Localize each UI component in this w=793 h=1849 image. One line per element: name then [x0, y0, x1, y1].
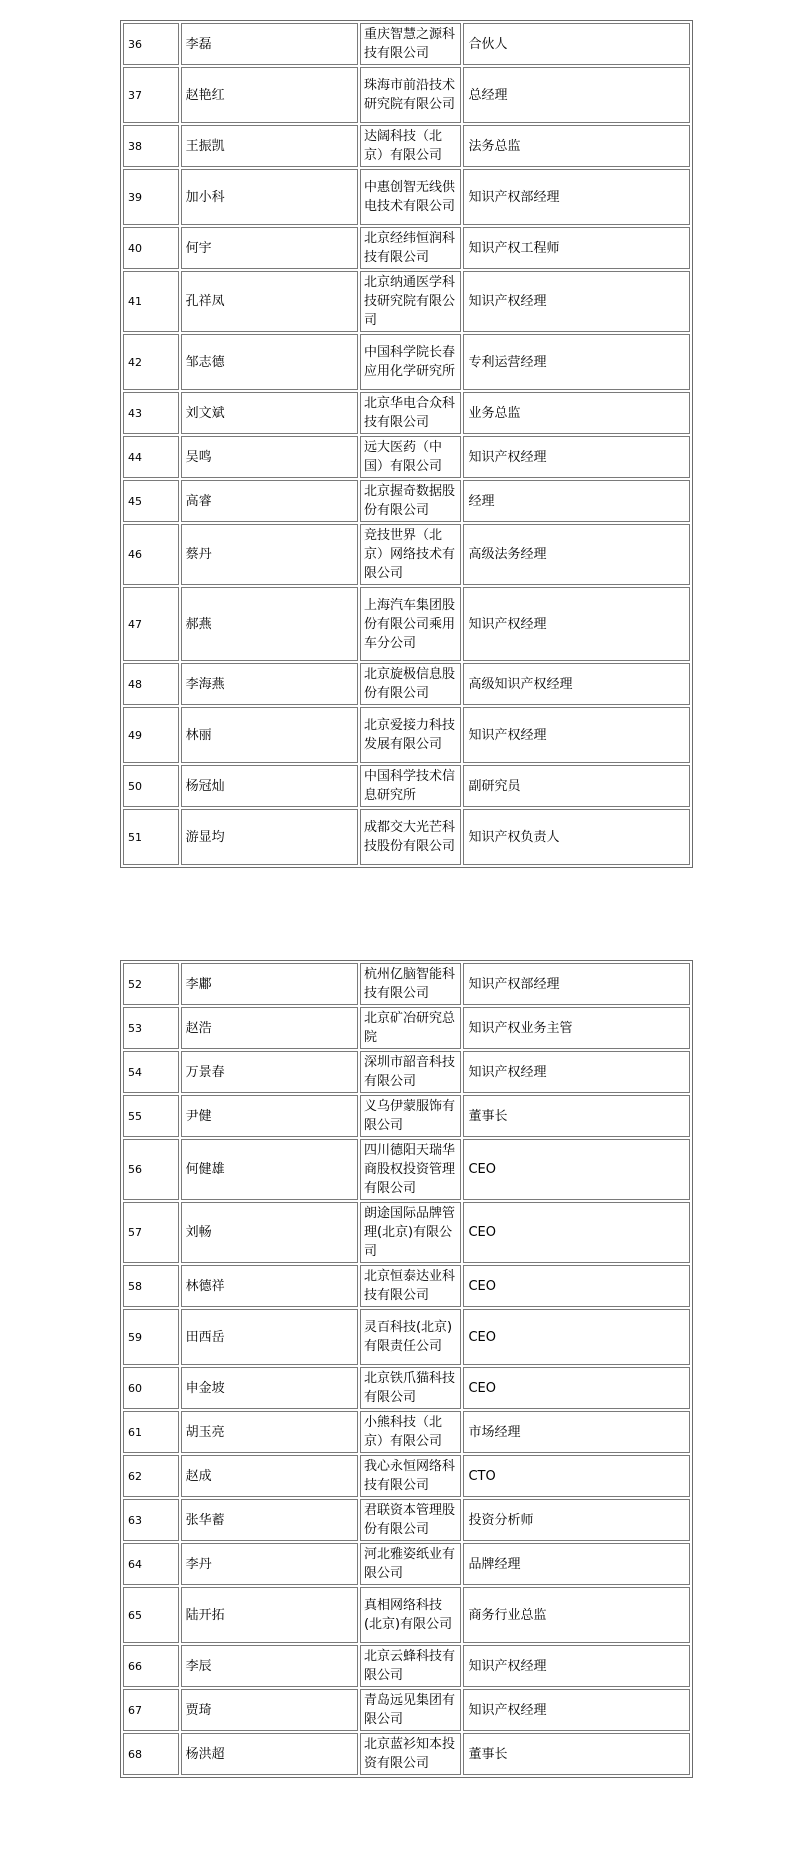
job-title: 知识产权部经理 [463, 963, 690, 1005]
row-number: 52 [123, 963, 179, 1005]
job-title: 知识产权经理 [463, 436, 690, 478]
row-number: 59 [123, 1309, 179, 1365]
company-name: 真相网络科技(北京)有限公司 [360, 1587, 462, 1643]
table-row [123, 809, 690, 865]
table-row [123, 1367, 690, 1409]
row-number: 53 [123, 1007, 179, 1049]
company-name: 河北雅姿纸业有限公司 [360, 1543, 462, 1585]
table-row [123, 1095, 690, 1137]
job-title: 高级知识产权经理 [463, 663, 690, 705]
company-name: 北京云蜂科技有限公司 [360, 1645, 462, 1687]
company-name: 四川德阳天瑞华商股权投资管理有限公司 [360, 1139, 462, 1200]
table-row [123, 963, 690, 1005]
table-row [123, 707, 690, 763]
person-name: 林丽 [181, 707, 358, 763]
table-row [123, 436, 690, 478]
person-name: 贾琦 [181, 1689, 358, 1731]
person-name: 申金坡 [181, 1367, 358, 1409]
company-name: 北京经纬恒润科技有限公司 [360, 227, 462, 269]
person-name: 加小科 [181, 169, 358, 225]
job-title: CEO [463, 1265, 690, 1307]
row-number: 49 [123, 707, 179, 763]
table-row [123, 227, 690, 269]
person-name: 高睿 [181, 480, 358, 522]
company-name: 达阔科技（北京）有限公司 [360, 125, 462, 167]
job-title: 知识产权经理 [463, 1689, 690, 1731]
table-row [123, 480, 690, 522]
person-name: 林德祥 [181, 1265, 358, 1307]
person-name: 田西岳 [181, 1309, 358, 1365]
company-name: 北京华电合众科技有限公司 [360, 392, 462, 434]
person-name: 刘畅 [181, 1202, 358, 1263]
row-number: 64 [123, 1543, 179, 1585]
job-title: 知识产权经理 [463, 707, 690, 763]
row-number: 65 [123, 1587, 179, 1643]
row-number: 58 [123, 1265, 179, 1307]
company-name: 竞技世界（北京）网络技术有限公司 [360, 524, 462, 585]
table-row [123, 1139, 690, 1200]
job-title: 经理 [463, 480, 690, 522]
person-name: 李磊 [181, 23, 358, 65]
attendee-table-part-1 [120, 20, 693, 868]
job-title: CTO [463, 1455, 690, 1497]
table-row [123, 169, 690, 225]
table-row [123, 587, 690, 661]
row-number: 36 [123, 23, 179, 65]
company-name: 我心永恒网络科技有限公司 [360, 1455, 462, 1497]
person-name: 游显均 [181, 809, 358, 865]
table-row [123, 392, 690, 434]
row-number: 67 [123, 1689, 179, 1731]
table-row [123, 1733, 690, 1775]
person-name: 郝燕 [181, 587, 358, 661]
job-title: 知识产权工程师 [463, 227, 690, 269]
person-name: 张华蓄 [181, 1499, 358, 1541]
table-row [123, 1007, 690, 1049]
table-row [123, 524, 690, 585]
row-number: 43 [123, 392, 179, 434]
row-number: 54 [123, 1051, 179, 1093]
company-name: 北京握奇数据股份有限公司 [360, 480, 462, 522]
row-number: 41 [123, 271, 179, 332]
company-name: 北京爱接力科技发展有限公司 [360, 707, 462, 763]
table-row [123, 1202, 690, 1263]
row-number: 44 [123, 436, 179, 478]
company-name: 上海汽车集团股份有限公司乘用车分公司 [360, 587, 462, 661]
person-name: 杨洪超 [181, 1733, 358, 1775]
row-number: 42 [123, 334, 179, 390]
table-row [123, 663, 690, 705]
row-number: 51 [123, 809, 179, 865]
person-name: 胡玉亮 [181, 1411, 358, 1453]
table-row [123, 765, 690, 807]
table-row [123, 1411, 690, 1453]
company-name: 北京铁爪猫科技有限公司 [360, 1367, 462, 1409]
company-name: 北京恒泰达业科技有限公司 [360, 1265, 462, 1307]
table-row [123, 1587, 690, 1643]
job-title: 知识产权经理 [463, 1645, 690, 1687]
attendee-table-part-2 [120, 960, 693, 1778]
job-title: 知识产权经理 [463, 271, 690, 332]
row-number: 60 [123, 1367, 179, 1409]
company-name: 成都交大光芒科技股份有限公司 [360, 809, 462, 865]
company-name: 深圳市韶音科技有限公司 [360, 1051, 462, 1093]
table-row [123, 271, 690, 332]
company-name: 北京矿冶研究总院 [360, 1007, 462, 1049]
row-number: 39 [123, 169, 179, 225]
person-name: 赵艳红 [181, 67, 358, 123]
person-name: 邹志德 [181, 334, 358, 390]
person-name: 陆开拓 [181, 1587, 358, 1643]
job-title: 副研究员 [463, 765, 690, 807]
table-row [123, 1645, 690, 1687]
company-name: 北京纳通医学科技研究院有限公司 [360, 271, 462, 332]
job-title: 投资分析师 [463, 1499, 690, 1541]
table-row [123, 1309, 690, 1365]
table-row [123, 23, 690, 65]
company-name: 灵百科技(北京)有限责任公司 [360, 1309, 462, 1365]
job-title: 市场经理 [463, 1411, 690, 1453]
job-title: 法务总监 [463, 125, 690, 167]
table-row [123, 1499, 690, 1541]
table-row [123, 1051, 690, 1093]
table-row [123, 334, 690, 390]
person-name: 李海燕 [181, 663, 358, 705]
row-number: 63 [123, 1499, 179, 1541]
job-title: 品牌经理 [463, 1543, 690, 1585]
person-name: 尹健 [181, 1095, 358, 1137]
row-number: 38 [123, 125, 179, 167]
company-name: 君联资本管理股份有限公司 [360, 1499, 462, 1541]
row-number: 46 [123, 524, 179, 585]
company-name: 中国科学院长春应用化学研究所 [360, 334, 462, 390]
person-name: 李丹 [181, 1543, 358, 1585]
person-name: 赵浩 [181, 1007, 358, 1049]
person-name: 孔祥凤 [181, 271, 358, 332]
person-name: 赵成 [181, 1455, 358, 1497]
job-title: CEO [463, 1367, 690, 1409]
table-row [123, 1265, 690, 1307]
company-name: 中国科学技术信息研究所 [360, 765, 462, 807]
job-title: CEO [463, 1309, 690, 1365]
person-name: 刘文斌 [181, 392, 358, 434]
row-number: 68 [123, 1733, 179, 1775]
row-number: 55 [123, 1095, 179, 1137]
job-title: 合伙人 [463, 23, 690, 65]
company-name: 珠海市前沿技术研究院有限公司 [360, 67, 462, 123]
company-name: 青岛远见集团有限公司 [360, 1689, 462, 1731]
company-name: 中惠创智无线供电技术有限公司 [360, 169, 462, 225]
job-title: CEO [463, 1202, 690, 1263]
job-title: 知识产权经理 [463, 1051, 690, 1093]
row-number: 57 [123, 1202, 179, 1263]
row-number: 50 [123, 765, 179, 807]
company-name: 北京旋极信息股份有限公司 [360, 663, 462, 705]
table-body [123, 23, 690, 865]
job-title: 知识产权业务主管 [463, 1007, 690, 1049]
job-title: 知识产权经理 [463, 587, 690, 661]
table-row [123, 125, 690, 167]
row-number: 40 [123, 227, 179, 269]
job-title: 知识产权负责人 [463, 809, 690, 865]
person-name: 杨冠灿 [181, 765, 358, 807]
table-row [123, 67, 690, 123]
row-number: 47 [123, 587, 179, 661]
person-name: 蔡丹 [181, 524, 358, 585]
job-title: 董事长 [463, 1095, 690, 1137]
row-number: 48 [123, 663, 179, 705]
job-title: 专利运营经理 [463, 334, 690, 390]
company-name: 小熊科技（北京）有限公司 [360, 1411, 462, 1453]
company-name: 远大医药（中国）有限公司 [360, 436, 462, 478]
company-name: 北京蓝衫知本投资有限公司 [360, 1733, 462, 1775]
job-title: 业务总监 [463, 392, 690, 434]
table-body [123, 963, 690, 1775]
table-row [123, 1543, 690, 1585]
table-row [123, 1455, 690, 1497]
company-name: 重庆智慧之源科技有限公司 [360, 23, 462, 65]
job-title: 董事长 [463, 1733, 690, 1775]
company-name: 杭州亿脑智能科技有限公司 [360, 963, 462, 1005]
job-title: 高级法务经理 [463, 524, 690, 585]
job-title: 知识产权部经理 [463, 169, 690, 225]
person-name: 李辰 [181, 1645, 358, 1687]
company-name: 朗途国际品牌管理(北京)有限公司 [360, 1202, 462, 1263]
table-row [123, 1689, 690, 1731]
person-name: 李鄘 [181, 963, 358, 1005]
company-name: 义乌伊蒙服饰有限公司 [360, 1095, 462, 1137]
row-number: 66 [123, 1645, 179, 1687]
person-name: 王振凯 [181, 125, 358, 167]
person-name: 何宇 [181, 227, 358, 269]
person-name: 吴鸣 [181, 436, 358, 478]
person-name: 何健雄 [181, 1139, 358, 1200]
row-number: 61 [123, 1411, 179, 1453]
row-number: 45 [123, 480, 179, 522]
row-number: 62 [123, 1455, 179, 1497]
job-title: CEO [463, 1139, 690, 1200]
person-name: 万景春 [181, 1051, 358, 1093]
job-title: 总经理 [463, 67, 690, 123]
job-title: 商务行业总监 [463, 1587, 690, 1643]
row-number: 56 [123, 1139, 179, 1200]
row-number: 37 [123, 67, 179, 123]
